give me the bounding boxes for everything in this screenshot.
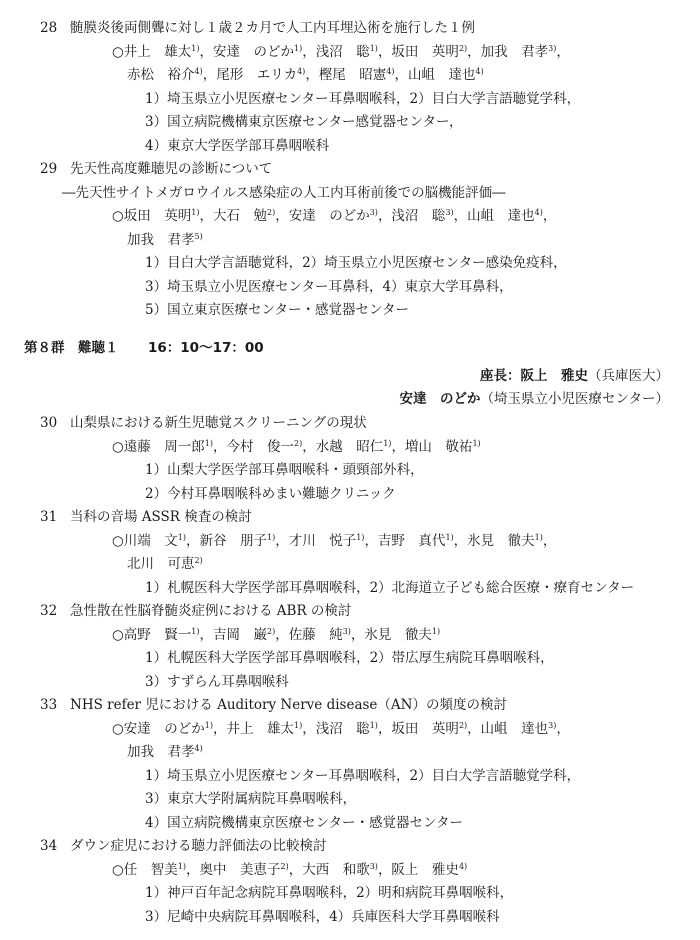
affiliation-marker: 1) (431, 626, 441, 636)
entry-title: 山梨県における新生児聴覚スクリーニングの現状 (70, 415, 367, 431)
chair-name: 阪上 雅史 (520, 368, 588, 384)
author-name: ，氷見 徹夫 (453, 532, 535, 549)
affiliation-text: 5）国立東京医療センター・感覚器センター (145, 302, 410, 318)
affiliation-marker: 4) (297, 67, 306, 76)
affiliation-line (0, 460, 700, 480)
author-name: ， (556, 720, 570, 737)
entry-title: 先天性高度難聴児の診断について (70, 161, 273, 177)
entry-title-row (0, 413, 700, 433)
affiliation-marker: 2) (194, 556, 203, 565)
affiliation-marker: 1) (294, 720, 303, 730)
affiliation-marker: 1) (204, 720, 213, 730)
author-line (0, 860, 700, 880)
entry-title-row (0, 601, 700, 621)
entry-title-row (0, 507, 700, 527)
author-name: 赤松 裕介 (127, 67, 195, 83)
entry-title-row (0, 836, 700, 856)
author-names (112, 437, 481, 457)
affiliation-line (0, 484, 700, 504)
author-name: ，浅沼 聡 (302, 720, 370, 737)
author-name: ，吉岡 巌 (199, 626, 267, 643)
affiliation-marker: 1) (472, 438, 481, 448)
author-line (0, 437, 700, 457)
affiliation-text: 4）国立病院機構東京医療センター・感覚器センター (145, 814, 464, 831)
author-name: ，氷見 徹夫 (350, 626, 432, 643)
entry-title: ダウン症児における聴力評価法の比較検討 (70, 838, 327, 854)
author-name: ，安達 のどか (275, 208, 370, 224)
affiliation-marker: 1) (191, 208, 200, 217)
author-name: ，加我 君孝 (467, 43, 549, 60)
author-name: ，奥中 美恵子 (186, 861, 281, 878)
affiliation-text: 1）山梨大学医学部耳鼻咽喉科・頭頸部外科， (145, 462, 424, 478)
author-name: ， (556, 43, 570, 60)
chair-line-2 (0, 389, 700, 409)
author-name: ，才川 悦子 (275, 532, 357, 549)
author-names (127, 554, 203, 574)
author-names (112, 42, 570, 62)
affiliation-marker: 4) (386, 67, 395, 76)
author-name: 加我 君孝 (127, 231, 195, 248)
entry-subtitle: ―先天性サイトメガロウイルス感染症の人工内耳術前後での脳機能評価― (62, 184, 506, 201)
affiliation-text: 1）神戸百年記念病院耳鼻咽喉科，2）明和病院耳鼻咽喉科， (145, 885, 514, 901)
entry-subtitle-row (0, 183, 700, 203)
author-name: ，尾形 エリカ (202, 67, 298, 83)
affiliation-line (0, 789, 700, 809)
author-name: ，山岨 達也 (467, 720, 549, 737)
affiliation-marker: 3) (369, 208, 378, 217)
entry-title-row (0, 695, 700, 715)
affiliation-marker: 1) (177, 861, 186, 871)
chair-2 (400, 389, 669, 409)
author-line (0, 719, 700, 739)
author-name: ○高野 賢一 (112, 626, 192, 643)
author-name: ，佐藤 純 (275, 626, 343, 643)
author-line (0, 625, 700, 645)
affiliation-text: 3）国立病院機構東京医療センター感覚器センター， (145, 114, 463, 130)
affiliation-marker: 3) (369, 861, 378, 871)
author-line (0, 206, 700, 226)
affiliation-marker: 1) (534, 532, 543, 542)
affiliation-line (0, 253, 700, 273)
author-name: ，浅沼 聡 (377, 208, 446, 224)
affiliation-marker: 1) (191, 626, 200, 636)
entry-title: 急性散在性脳脊髄炎症例における ABR の検討 (70, 603, 352, 619)
author-name: ，浅沼 聡 (302, 43, 370, 60)
author-name: ，山岨 達也 (453, 208, 535, 224)
entry-number: 34 (40, 838, 58, 854)
affiliation-line (0, 907, 700, 927)
chair-affiliation: （兵庫医大） (588, 368, 669, 384)
author-name: ○任 智美 (112, 861, 178, 878)
author-names (127, 65, 484, 85)
chair-1 (480, 366, 669, 386)
affiliation-marker: 2) (294, 438, 303, 448)
author-name: ，樫尾 昭憲 (305, 67, 387, 83)
affiliation-line (0, 136, 700, 156)
affiliation-marker: 1) (177, 532, 186, 542)
affiliation-line (0, 766, 700, 786)
affiliation-text: 4）東京大学医学部耳鼻咽喉科 (145, 137, 330, 154)
affiliation-line (0, 89, 700, 109)
affiliation-text: 1）札幌医科大学医学部耳鼻咽喉科，2）北海道立子ども総合医療・療育センター (145, 579, 635, 596)
author-name: ，坂田 英明 (377, 43, 459, 60)
affiliation-text: 2）今村耳鼻咽喉科めまい難聴クリニック (145, 485, 396, 502)
affiliation-line (0, 883, 700, 903)
affiliation-marker: 1) (294, 43, 303, 53)
author-line (0, 531, 700, 551)
author-names (112, 860, 467, 880)
affiliation-marker: 4) (194, 67, 203, 76)
affiliation-marker: 1) (356, 532, 365, 542)
affiliation-text: 3）尼崎中央病院耳鼻咽喉科，4）兵庫医科大学耳鼻咽喉科 (145, 908, 500, 925)
entry-number: 30 (40, 415, 58, 431)
chair-name: 安達 のどか (399, 391, 481, 407)
affiliation-text: 3）すずらん耳鼻咽喉科 (145, 673, 289, 690)
author-name: ○安達 のどか (112, 720, 205, 737)
chair-line-1 (0, 366, 700, 386)
affiliation-marker: 1) (267, 532, 276, 542)
affiliation-marker: 3) (548, 43, 557, 53)
author-name: ，井上 雄太 (213, 720, 294, 737)
author-name: ，水越 昭仁 (302, 438, 384, 455)
entry-number: 32 (40, 603, 58, 619)
author-line (0, 742, 700, 762)
entry-title: NHS refer 児における Auditory Nerve disease（AN）の頻度の検討 (70, 697, 507, 713)
affiliation-marker: 1) (383, 438, 392, 448)
entry-title-row (0, 159, 700, 179)
author-line (0, 65, 700, 85)
affiliation-marker: 1) (204, 438, 213, 448)
affiliation-text: 1）埼玉県立小児医療センター耳鼻咽喉科，2）目白大学言語聴覚学科， (145, 90, 581, 107)
chair-label: 座長： (480, 368, 521, 384)
affiliation-marker: 2) (458, 43, 468, 53)
affiliation-marker: 1) (445, 532, 454, 542)
author-name: ， (542, 532, 557, 549)
affiliation-marker: 4) (458, 861, 468, 871)
author-name: ，今村 俊一 (213, 438, 294, 455)
entry-number: 28 (40, 20, 58, 36)
author-name: 加我 君孝 (127, 744, 195, 760)
entry-title: 当科の音場 ASSR 検査の検討 (70, 509, 252, 525)
author-name: ，新谷 朋子 (186, 532, 267, 549)
affiliation-marker: 5) (194, 231, 203, 241)
affiliation-line (0, 277, 700, 297)
affiliation-line (0, 578, 700, 598)
affiliation-text: 1）札幌医科大学医学部耳鼻咽喉科，2）帯広厚生病院耳鼻咽喉科， (145, 650, 554, 666)
affiliation-line (0, 112, 700, 132)
author-names (112, 531, 556, 551)
affiliation-marker: 2) (458, 720, 468, 730)
author-name: ，大西 和歌 (288, 861, 370, 878)
author-line (0, 230, 700, 250)
entry-title-row (0, 18, 700, 38)
affiliation-marker: 3) (342, 626, 351, 636)
author-name: ○坂田 英明 (112, 208, 192, 224)
author-name: 北川 可恵 (127, 556, 195, 572)
entry-number: 29 (40, 161, 58, 177)
affiliation-marker: 2) (267, 626, 276, 636)
author-name: ，阪上 雅史 (377, 861, 459, 878)
author-name: ○川端 文 (112, 532, 178, 549)
affiliation-line (0, 300, 700, 320)
affiliation-line (0, 648, 700, 668)
author-name: ，増山 敬祐 (391, 438, 473, 455)
affiliation-marker: 1) (191, 43, 200, 53)
author-name: ，大石 勉 (199, 208, 267, 224)
affiliation-text: 3）東京大学附属病院耳鼻咽喉科， (145, 791, 357, 807)
affiliation-text: 3）埼玉県立小児医療センター耳鼻科，4）東京大学耳鼻科， (145, 278, 513, 295)
author-name: ，山岨 達也 (394, 67, 476, 83)
affiliation-text: 1）埼玉県立小児医療センター耳鼻咽喉科，2）目白大学言語聴覚学科， (145, 767, 581, 784)
affiliation-marker: 3) (548, 720, 557, 730)
session-time: 16：10～17：00 (148, 340, 264, 356)
author-name: ，坂田 英明 (377, 720, 459, 737)
entry-number: 31 (40, 509, 58, 525)
session-label: 第８群 難聴１ (24, 340, 119, 356)
affiliation-marker: 4) (194, 744, 203, 753)
author-names (127, 742, 203, 762)
author-line (0, 554, 700, 574)
affiliation-marker: 1) (369, 43, 378, 53)
author-name: ○井上 雄太 (112, 43, 192, 60)
affiliation-text: 1）目白大学言語聴覚科，2）埼玉県立小児医療センター感染免疫科， (145, 255, 567, 271)
affiliation-line (0, 672, 700, 692)
affiliation-marker: 2) (280, 861, 289, 871)
author-line (0, 42, 700, 62)
author-name: ，吉野 真代 (364, 532, 446, 549)
affiliation-line (0, 813, 700, 833)
entry-title: 髄膜炎後両側聾に対し１歳２カ月で人工内耳埋込術を施行した１例 (70, 20, 475, 36)
author-names (112, 625, 440, 645)
entry-number: 33 (40, 697, 58, 713)
affiliation-marker: 3) (445, 208, 454, 217)
affiliation-marker: 4) (534, 208, 543, 217)
author-name: ，安達 のどか (199, 43, 294, 60)
author-names (127, 230, 203, 250)
affiliation-marker: 2) (267, 208, 276, 217)
author-names (112, 206, 556, 226)
affiliation-marker: 1) (369, 720, 378, 730)
author-names (112, 719, 570, 739)
affiliation-marker: 4) (475, 67, 484, 76)
author-name: ， (542, 208, 557, 224)
chair-affiliation: （埼玉県立小児医療センター） (480, 391, 669, 407)
author-name: ○遠藤 周一郎 (112, 438, 205, 455)
session-header (0, 338, 700, 358)
